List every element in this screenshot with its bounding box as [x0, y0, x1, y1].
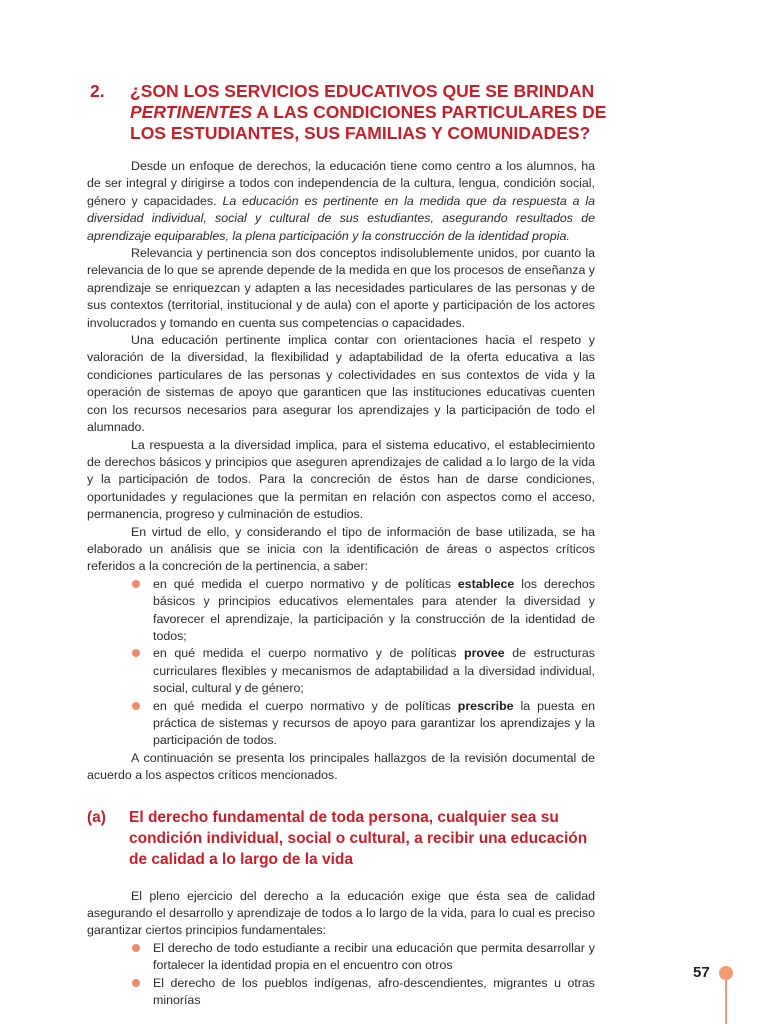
bullet-dot-icon [132, 702, 140, 710]
list-item-text: los derechos básicos y principios educativos elementales para atender la diversidad y favorecer el aprendizaje, la participación y la construcción de la identidad de todos; [153, 576, 595, 643]
list-item-text: de estructuras curriculares flexibles y mecanismos de adaptabilidad a la diversidad individual, social, cultural y de género; [153, 646, 595, 696]
subsection-title: El derecho fundamental de toda persona, cualquier sea su condición individual, social o cultural, a recibir una educación de calidad a lo largo de la vida [129, 808, 588, 868]
list-item-keyword: prescribe [457, 698, 514, 713]
list-item-text: en qué medida el cuerpo normativo y de políticas [153, 698, 458, 713]
list-item [131, 645, 595, 697]
paragraph [87, 158, 595, 245]
body-text [87, 158, 595, 1009]
list-item [131, 576, 595, 646]
principles-list [87, 940, 595, 1010]
section-title [130, 81, 610, 144]
paragraph: Relevancia y pertinencia son dos conceptos indisolublemente unidos, por cuanto la relevancia de lo que se aprende depende de la medida en que los procesos de enseñanza y aprendizaje se enriquezcan y adapten a las necesidades particulares de las personas y de sus contextos (territorial, institucional y de aula) con el aporte y participación de los actores involucrados y tomando en cuenta sus competencias o capacidades. [87, 246, 595, 330]
paragraph: El pleno ejercicio del derecho a la educación exige que ésta sea de calidad asegurando el desarrollo y aprendizaje de todos a lo largo de la vida, para lo cual es preciso garantizar ciertos principios fundamentales: [87, 888, 595, 938]
section-title-part2: A LAS CONDICIONES PARTICULARES DE LOS ESTUDIANTES, SUS FAMILIAS Y COMUNIDADES? [130, 102, 607, 143]
list-item [131, 940, 595, 975]
section-title-part1: ¿SON LOS SERVICIOS EDUCATIVOS QUE SE BRINDAN [130, 81, 595, 101]
list-item-text: la puesta en práctica de sistemas y recursos de apoyo para garantizar los aprendizajes y la participación de todos. [153, 698, 595, 748]
bullet-dot-icon [132, 979, 140, 987]
paragraph: En virtud de ello, y considerando el tipo de información de base utilizada, se ha elaborado un análisis que se inicia con la identificación de áreas o aspectos críticos referidos a la concreción de la pertinencia, a saber: [87, 524, 595, 574]
paragraph-text: Desde un enfoque de derechos, la educación tiene como centro a los alumnos, ha de ser integral y dirigirse a todos con independencia de la cultura, lengua, condición social, género y capacidades. [87, 159, 595, 208]
page-marker-dot-icon [719, 966, 733, 980]
list-item-text: en qué medida el cuerpo normativo y de políticas [153, 576, 458, 591]
paragraph: La respuesta a la diversidad implica, para el sistema educativo, el establecimiento de derechos básicos y principios que aseguren aprendizajes de calidad a lo largo de la vida y la participación de todos. Para la concreción de éstos han de darse condiciones, oportunidades y regulaciones que la permitan en relación con aspectos como el acceso, permanencia, progreso y culminación de estudios. [87, 437, 595, 522]
bullet-dot-icon [132, 944, 140, 952]
paragraph-emphasis: La educación es pertinente en la medida que da respuesta a la diversidad individual, social y cultural de sus estudiantes, asegurando resultados de aprendizaje equiparables, la plena participación y la construcción de la identidad propia. [87, 193, 596, 243]
bullet-dot-icon [132, 580, 140, 588]
subsection-letter: (a) [87, 808, 106, 826]
list-item-keyword: establece [457, 576, 515, 591]
list-item [131, 975, 595, 1010]
page-marker-line [725, 980, 727, 1024]
page-number: 57 [693, 964, 710, 981]
list-item-keyword: provee [464, 646, 505, 661]
list-item-text: El derecho de los pueblos indígenas, afro-descendientes, migrantes u otras minorías [153, 975, 595, 1008]
section-title-italic: PERTINENTES [130, 102, 253, 122]
paragraph: Una educación pertinente implica contar con orientaciones hacia el respeto y valoración de la diversidad, la flexibilidad y adaptabilidad de la oferta educativa a las condiciones particulares de las personas y colectividades en sus contextos de vida y la operación de sistemas de apoyo que garanticen que las instituciones educativas cuenten con los recursos necesarios para asegurar los aprendizajes y la participación de todo el alumnado. [87, 333, 595, 435]
section-number: 2. [90, 81, 105, 101]
list-item-text: en qué medida el cuerpo normativo y de políticas [153, 646, 465, 661]
list-item [131, 698, 595, 750]
critical-aspects-list [87, 576, 595, 750]
subsection-heading [87, 807, 595, 870]
list-item-text: El derecho de todo estudiante a recibir una educación que permita desarrollar y fortalecer la identidad propia en el encuentro con otros [153, 940, 595, 973]
paragraph: A continuación se presenta los principales hallazgos de la revisión documental de acuerdo a los aspectos críticos mencionados. [87, 750, 595, 783]
bullet-dot-icon [132, 649, 140, 657]
